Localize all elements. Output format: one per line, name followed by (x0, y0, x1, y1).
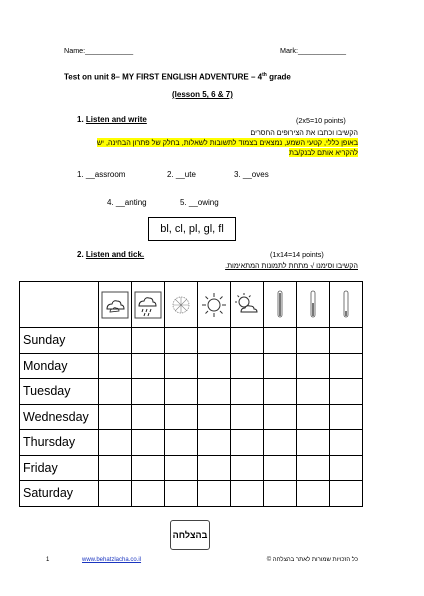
tick-cell[interactable] (330, 455, 363, 481)
header-cell (264, 282, 297, 328)
table-row (20, 404, 363, 430)
fill-item-4: 4. __anting (107, 198, 147, 207)
tick-cell[interactable] (264, 430, 297, 456)
day-label: Tuesday (20, 379, 99, 405)
site-link[interactable]: www.behatzlacha.co.il (82, 557, 142, 563)
fill-item-5: 5. __owing (180, 198, 219, 207)
thermometer-cold-icon (332, 288, 360, 322)
title-main: Test on unit 8– MY FIRST ENGLISH ADVENTURE – 4 (64, 72, 263, 82)
weather-table (19, 281, 363, 507)
tick-cell[interactable] (132, 455, 165, 481)
name-label: Name:____________ (64, 46, 134, 55)
tick-cell[interactable] (330, 328, 363, 354)
header-cell (165, 282, 198, 328)
cloudy-icon (101, 291, 129, 319)
day-label: Monday (20, 353, 99, 379)
tick-cell[interactable] (297, 481, 330, 507)
tick-cell[interactable] (264, 353, 297, 379)
header-cell (330, 282, 363, 328)
success-badge: בהצלחה (170, 520, 210, 550)
tick-cell[interactable] (330, 404, 363, 430)
tick-cell[interactable] (231, 481, 264, 507)
day-label: Friday (20, 455, 99, 481)
sun-cloud-icon (233, 291, 261, 319)
section2-heading (77, 250, 144, 259)
section1-instr-1: הקשיבו וכתבו את הצירופים החסרים (250, 128, 358, 137)
tick-cell[interactable] (297, 353, 330, 379)
tick-cell[interactable] (198, 404, 231, 430)
section1-instr-3-wrap (60, 148, 358, 157)
tick-cell[interactable] (198, 455, 231, 481)
title-end: grade (266, 72, 291, 82)
tick-cell[interactable] (330, 353, 363, 379)
tick-cell[interactable] (99, 430, 132, 456)
tick-cell[interactable] (330, 430, 363, 456)
rain-icon (134, 291, 162, 319)
header-cell (132, 282, 165, 328)
tick-cell[interactable] (264, 328, 297, 354)
thermometer-warm-icon (299, 288, 327, 322)
tick-cell[interactable] (165, 379, 198, 405)
snowflake-icon (167, 291, 195, 319)
tick-cell[interactable] (198, 481, 231, 507)
copyright-text: כל הזכויות שמורות לאתר בהצלחה © (266, 557, 358, 563)
page-title (64, 72, 291, 82)
tick-cell[interactable] (198, 379, 231, 405)
fill-item-3: 3. __oves (234, 170, 269, 179)
tick-cell[interactable] (231, 455, 264, 481)
section2-instr: הקשיבו וסימנו √ מתחת לתמונות המתאימות. (225, 261, 358, 270)
day-label: Sunday (20, 328, 99, 354)
tick-cell[interactable] (231, 353, 264, 379)
day-label: Thursday (20, 430, 99, 456)
tick-cell[interactable] (99, 455, 132, 481)
tick-cell[interactable] (132, 328, 165, 354)
tick-cell[interactable] (198, 328, 231, 354)
section1-title: Listen and write (85, 115, 147, 124)
header-cell (198, 282, 231, 328)
day-label: Saturday (20, 481, 99, 507)
tick-cell[interactable] (330, 481, 363, 507)
page-number: 1 (46, 557, 50, 563)
tick-cell[interactable] (132, 379, 165, 405)
section1-instr-2-wrap (60, 138, 358, 147)
fill-item-2: 2. __ute (167, 170, 196, 179)
tick-cell[interactable] (297, 455, 330, 481)
header-cell (297, 282, 330, 328)
table-row (20, 481, 363, 507)
table-row (20, 328, 363, 354)
tick-cell[interactable] (99, 379, 132, 405)
tick-cell[interactable] (231, 379, 264, 405)
tick-cell[interactable] (99, 328, 132, 354)
corner-cell (20, 282, 99, 328)
table-row (20, 430, 363, 456)
tick-cell[interactable] (165, 328, 198, 354)
tick-cell[interactable] (165, 353, 198, 379)
fill-item-1: 1. __assroom (77, 170, 126, 179)
tick-cell[interactable] (231, 430, 264, 456)
day-label: Wednesday (20, 404, 99, 430)
title-sup: th (262, 72, 267, 78)
word-bank-box: bl, cl, pl, gl, fl (148, 217, 236, 241)
tick-cell[interactable] (165, 481, 198, 507)
lessons-subtitle: (lesson 5, 6 & 7) (172, 90, 233, 99)
section1-points: (2x5=10 points) (296, 116, 346, 125)
tick-cell[interactable] (165, 455, 198, 481)
section1-heading (77, 115, 147, 124)
tick-cell[interactable] (99, 353, 132, 379)
tick-cell[interactable] (264, 404, 297, 430)
tick-cell[interactable] (231, 328, 264, 354)
tick-cell[interactable] (297, 404, 330, 430)
table-row (20, 379, 363, 405)
section1-number: 1. (77, 115, 84, 124)
section2-points: (1x14=14 points) (270, 250, 324, 259)
section2-number: 2. (77, 250, 84, 259)
sun-icon (200, 291, 228, 319)
tick-cell[interactable] (198, 430, 231, 456)
header-cell (99, 282, 132, 328)
tick-cell[interactable] (264, 379, 297, 405)
tick-cell[interactable] (132, 481, 165, 507)
tick-cell[interactable] (297, 379, 330, 405)
tick-cell[interactable] (132, 353, 165, 379)
table-header-row (20, 282, 363, 328)
tick-cell[interactable] (297, 328, 330, 354)
tick-cell[interactable] (231, 404, 264, 430)
tick-cell[interactable] (165, 404, 198, 430)
header-cell (231, 282, 264, 328)
thermometer-hot-icon (266, 288, 294, 322)
tick-cell[interactable] (264, 455, 297, 481)
tick-cell[interactable] (132, 404, 165, 430)
tick-cell[interactable] (264, 481, 297, 507)
section1-instr-3: להקריא אותם לבנק/בת (288, 148, 358, 157)
tick-cell[interactable] (198, 353, 231, 379)
section1-instr-2: באופן כללי, קטעי השמע, נמצאים בצמוד לתשובות לשאלות, בחלק של פתרון הבחינה, יש (96, 138, 358, 147)
tick-cell[interactable] (330, 379, 363, 405)
table-row (20, 353, 363, 379)
tick-cell[interactable] (99, 404, 132, 430)
tick-cell[interactable] (99, 481, 132, 507)
table-row (20, 455, 363, 481)
section2-title: Listen and tick. (85, 250, 145, 259)
tick-cell[interactable] (132, 430, 165, 456)
tick-cell[interactable] (165, 430, 198, 456)
tick-cell[interactable] (297, 430, 330, 456)
mark-label: Mark:____________ (280, 46, 346, 55)
